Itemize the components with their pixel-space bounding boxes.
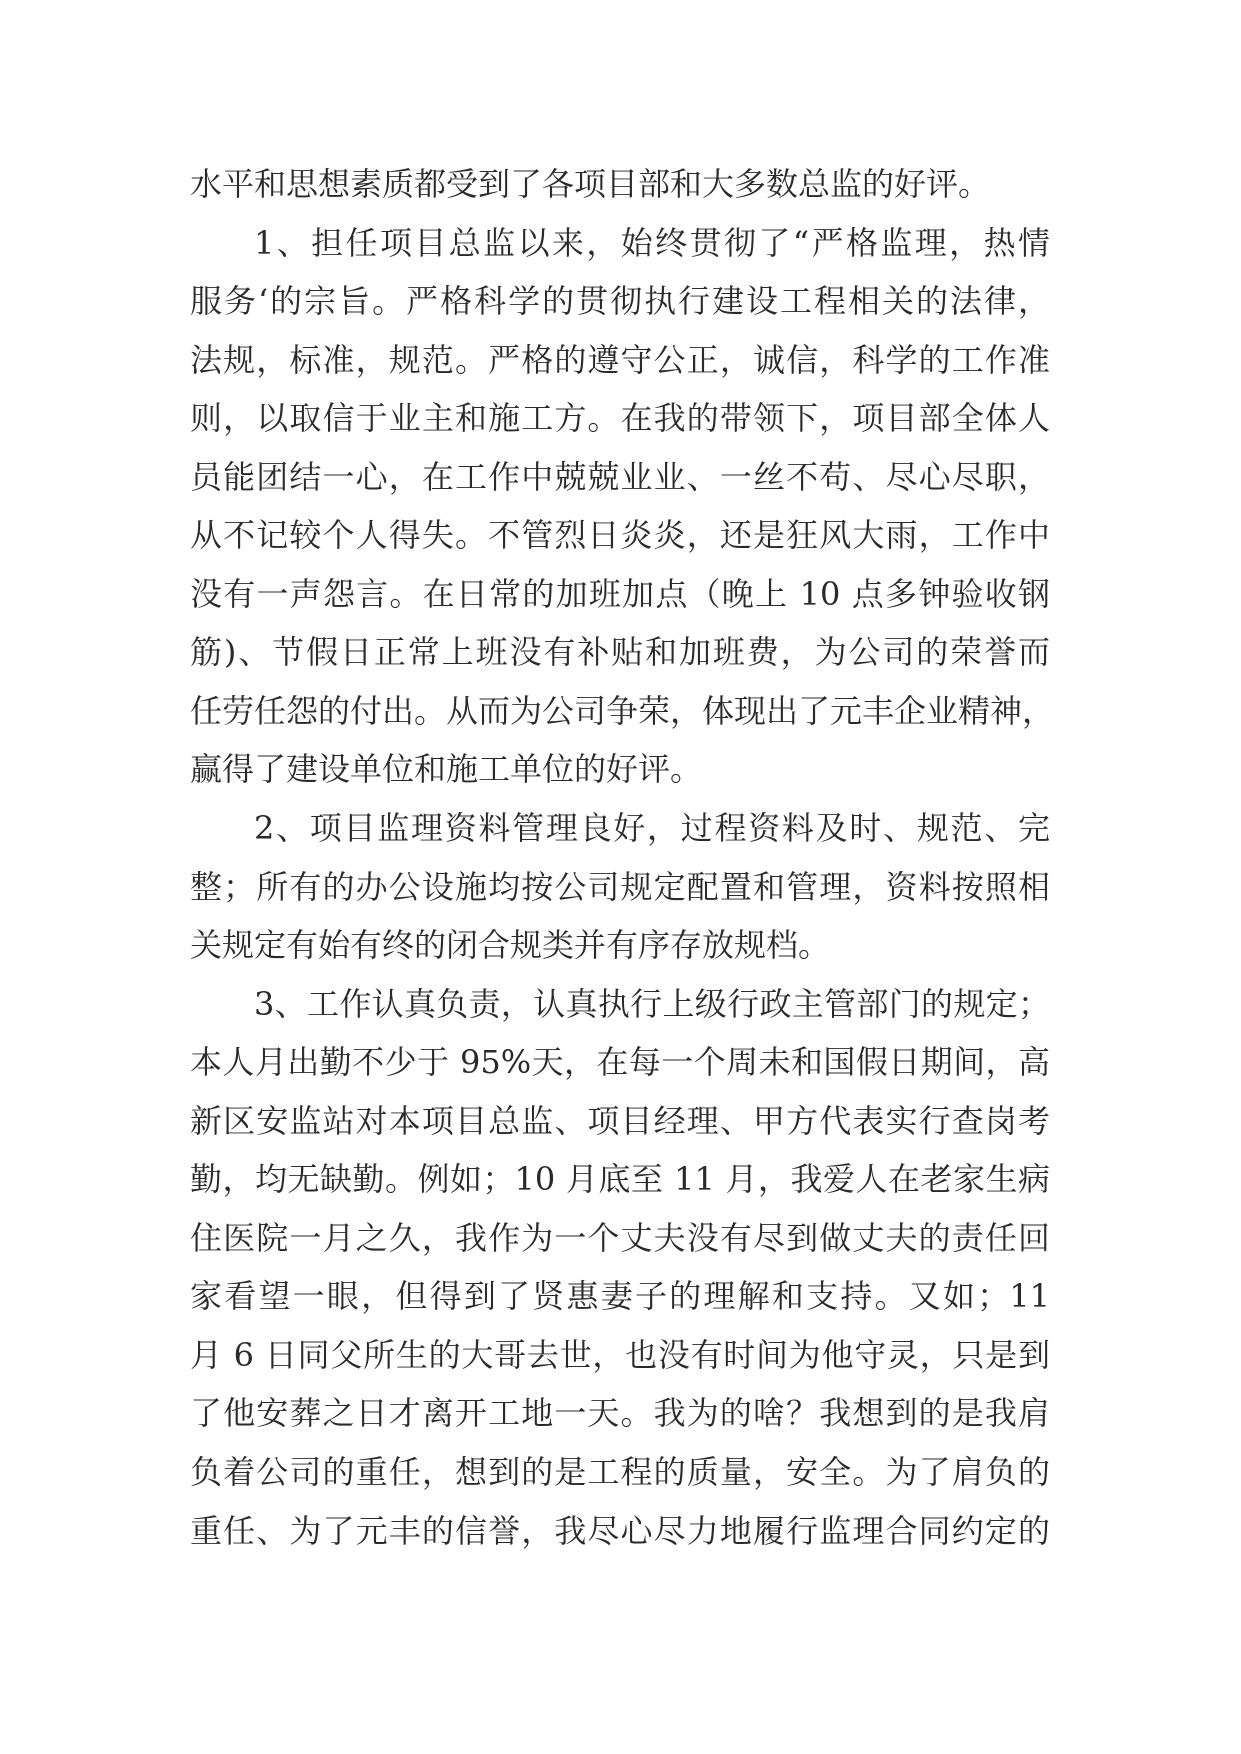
text-line: 法规，标准，规范。严格的遵守公正，诚信，科学的工作准: [190, 340, 1050, 379]
text-line: 重任、为了元丰的信誉，我尽心尽力地履行监理合同约定的: [190, 1511, 1050, 1550]
text-line: 家看望一眼，但得到了贤惠妻子的理解和支持。又如；11: [190, 1277, 1050, 1316]
text-line: 1、担任项目总监以来，始终贯彻了“严格监理，热情: [254, 223, 1050, 262]
body-text: [190, 155, 1055, 1560]
text-line: 任劳任怨的付出。从而为公司争荣，体现出了元丰企业精神，: [190, 691, 1055, 730]
text-line: 3、工作认真负责，认真执行上级行政主管部门的规定；: [254, 984, 1050, 1023]
text-line: 勤，均无缺勤。例如；10 月底至 11 月，我爱人在老家生病: [190, 1160, 1050, 1199]
text-line: 新区安监站对本项目总监、项目经理、甲方代表实行查岗考: [190, 1101, 1050, 1140]
text-line: 负着公司的重任，想到的是工程的质量，安全。为了肩负的: [190, 1453, 1050, 1492]
text-line: 关规定有始有终的闭合规类并有序存放规档。: [190, 926, 831, 965]
text-line: 赢得了建设单位和施工单位的好评。: [190, 750, 703, 789]
text-line: 住医院一月之久，我作为一个丈夫没有尽到做丈夫的责任回: [190, 1218, 1050, 1257]
text-line: 员能团结一心，在工作中兢兢业业、一丝不苟、尽心尽职，: [190, 457, 1050, 496]
text-line: 服务‘的宗旨。严格科学的贯彻执行建设工程相关的法律，: [190, 282, 1050, 321]
text-line: 水平和思想素质都受到了各项目部和大多数总监的好评。: [190, 165, 991, 203]
text-line: 月 6 日同父所生的大哥去世，也没有时间为他守灵，只是到: [190, 1335, 1050, 1374]
text-line: 没有一声怨言。在日常的加班加点（晚上 10 点多钟验收钢: [190, 574, 1050, 613]
text-line: 2、项目监理资料管理良好，过程资料及时、规范、完: [254, 809, 1050, 848]
text-line: 整；所有的办公设施均按公司规定配置和管理，资料按照相: [190, 867, 1050, 906]
text-line: 本人月出勤不少于 95%天，在每一个周未和国假日期间，高: [190, 1043, 1050, 1082]
text-line: 则，以取信于业主和施工方。在我的带领下，项目部全体人: [190, 399, 1050, 438]
text-line: 从不记较个人得失。不管烈日炎炎，还是狂风大雨，工作中: [190, 516, 1050, 555]
text-line: 筋)、节假日正常上班没有补贴和加班费，为公司的荣誉而: [190, 633, 1050, 672]
text-line: 了他安葬之日才离开工地一天。我为的啥？我想到的是我肩: [190, 1394, 1050, 1433]
